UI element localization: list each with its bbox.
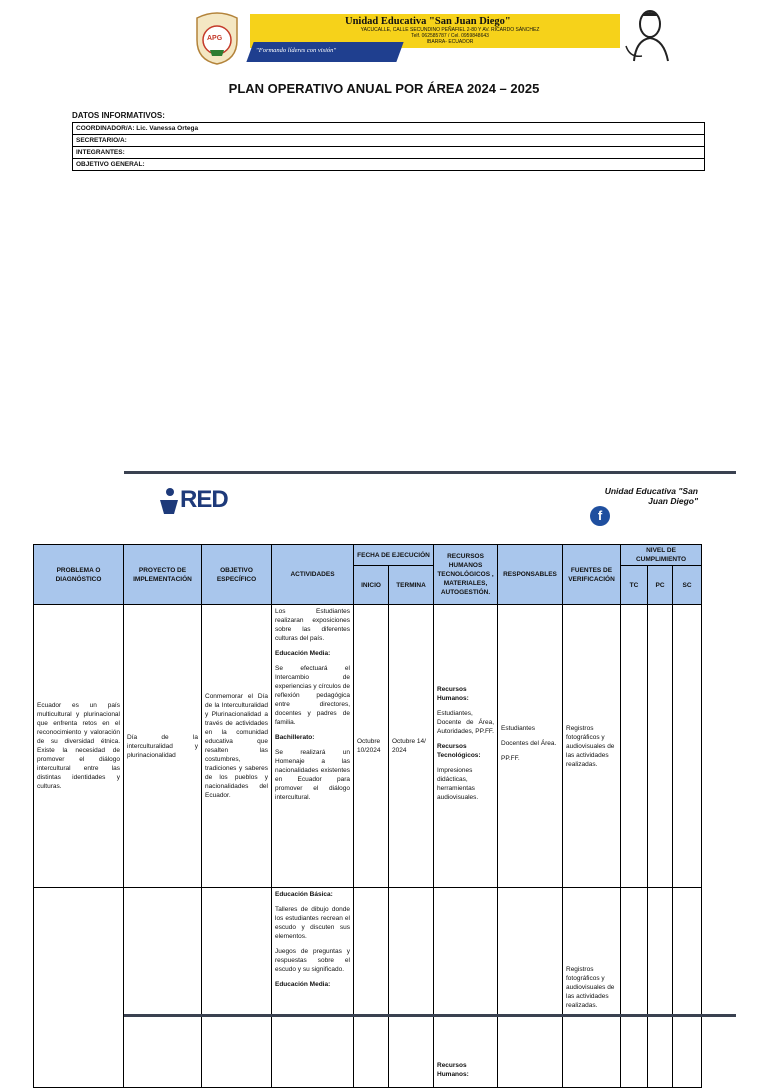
- activity-heading: Educación Media:: [275, 981, 331, 988]
- cell-fuentes: Registros fotográficos y audiovisuales de las actividades realizadas.: [563, 888, 621, 1088]
- cell-tc: [621, 605, 648, 888]
- cell-objetivo: [202, 888, 272, 1088]
- cell-termina: [389, 888, 434, 1088]
- cell-responsables: [498, 605, 563, 888]
- address-line: YACUCALLE, CALLE SECUNDINO PEÑAFIEL 2-80 Y AV. RICARDO SÁNCHEZ: [360, 27, 540, 33]
- cell-recursos: [434, 605, 498, 888]
- activity-text: Juegos de preguntas y respuestas sobre el escudo y su significado.: [275, 948, 350, 973]
- cell-sc: [673, 888, 702, 1088]
- cell-proyecto: Día de la interculturalidad y plurinacionalidad: [124, 605, 202, 888]
- red-logo: [158, 484, 238, 518]
- cell-actividades: [272, 888, 354, 1088]
- page-title: PLAN OPERATIVO ANUAL POR ÁREA 2024 – 2025: [228, 81, 540, 96]
- cell-actividades: [272, 605, 354, 888]
- cell-termina: Octubre 14/ 2024: [389, 605, 434, 888]
- header-responsables: RESPONSABLES: [498, 545, 563, 605]
- responsible-text: Estudiantes: [501, 724, 535, 732]
- datos-label: DATOS INFORMATIVOS:: [72, 111, 165, 120]
- cell-pc: [648, 888, 673, 1088]
- cell-responsables: [498, 888, 563, 1088]
- header-actividades: ACTIVIDADES: [272, 545, 354, 605]
- school-motto: "Formando líderes con visión": [256, 47, 337, 54]
- school-name-secondary: Unidad Educativa "San Juan Diego": [604, 486, 698, 506]
- table-row: [34, 605, 702, 888]
- header-objetivo: OBJETIVO ESPECÍFICO: [202, 545, 272, 605]
- general-objective-row: OBJETIVO GENERAL:: [73, 159, 705, 171]
- resource-text: Impresiones didácticas, herramientas audiovisuales.: [437, 766, 479, 801]
- cell-fuentes: Registros fotográficos y audiovisuales de las actividades realizadas.: [563, 605, 621, 888]
- header-nivel: NIVEL DE CUMPLIMIENTO: [621, 545, 702, 566]
- cell-objetivo: Conmemorar el Día de la Interculturalidad y Plurinacionalidad a través de actividades en la comunidad educativa que resalten las costumbres, tradiciones y saberes de los pueblos y nacionalidades del Ecuador.: [202, 605, 272, 888]
- members-row: INTEGRANTES:: [73, 147, 705, 159]
- header-tc: TC: [621, 566, 648, 605]
- city-line: IBARRA- ECUADOR: [426, 39, 474, 45]
- header-proyecto: PROYECTO DE IMPLEMENTACIÓN: [124, 545, 202, 605]
- cell-tc: [621, 888, 648, 1088]
- activity-text: Se efectuará el Intercambio de experiencias y círculos de reflexión pedagógica entre directores, docentes y padres de familia.: [275, 665, 350, 726]
- table-row: [34, 888, 702, 1088]
- logo-text: APG: [207, 35, 223, 42]
- facebook-icon[interactable]: f: [590, 506, 610, 526]
- cell-inicio: Octubre 10/2024: [354, 605, 389, 888]
- header-recursos: RECURSOS HUMANOS TECNOLÓGICOS , MATERIALES, AUTOGESTIÓN.: [434, 545, 498, 605]
- saint-portrait-logo: [622, 6, 676, 64]
- page-divider-bottom: [124, 1014, 736, 1017]
- plan-table: [33, 544, 702, 1088]
- datos-table: [72, 122, 705, 171]
- school-crest-logo: [192, 10, 242, 66]
- header-fecha: FECHA DE EJECUCIÓN: [354, 545, 434, 566]
- header-inicio: INICIO: [354, 566, 389, 605]
- cell-inicio: [354, 888, 389, 1088]
- school-name: Unidad Educativa "San Juan Diego": [345, 16, 511, 27]
- activity-heading: Bachillerato:: [275, 734, 315, 741]
- activity-heading: Educación Media:: [275, 650, 331, 657]
- header-termina: TERMINA: [389, 566, 434, 605]
- resource-heading: Recursos Tecnológicos:: [437, 742, 481, 759]
- activity-text: Los Estudiantes realizaran exposiciones sobre las diferentes culturas del país.: [275, 608, 350, 642]
- phone-line: Telf. 062585787 / Cel. 0959848643: [411, 33, 489, 39]
- red-logo-text: RED: [180, 486, 228, 513]
- responsible-text: Docentes del Área.: [501, 739, 557, 747]
- cell-pc: [648, 605, 673, 888]
- cell-problema: [34, 888, 124, 1088]
- header-pc: PC: [648, 566, 673, 605]
- header-fuentes: FUENTES DE VERIFICACIÓN: [563, 545, 621, 605]
- cell-problema: Ecuador es un país multicultural y plurinacional que enfrenta retos en el reconocimiento y valoración de su diversidad étnica. Existe la necesidad de promover el diálogo intercultural entre las distintas identidades y culturas.: [34, 605, 124, 888]
- resource-heading: Recursos Humanos:: [437, 1062, 469, 1078]
- activity-text: Talleres de dibujo donde los estudiantes recrean el escudo y discuten sus elementos.: [275, 906, 350, 940]
- school-banner: [250, 14, 620, 60]
- cell-sc: [673, 605, 702, 888]
- header-problema: PROBLEMA O DIAGNÓSTICO: [34, 545, 124, 605]
- responsible-text: PP.FF.: [501, 754, 520, 762]
- cell-proyecto: [124, 888, 202, 1088]
- activity-heading: Educación Básica:: [275, 891, 333, 898]
- resource-heading: Recursos Humanos:: [437, 685, 469, 702]
- header-sc: SC: [673, 566, 702, 605]
- cell-recursos: [434, 888, 498, 1088]
- secretary-row: SECRETARIO/A:: [73, 135, 705, 147]
- page-divider: [124, 471, 736, 474]
- school-address: [330, 27, 570, 45]
- activity-text: Se realizará un Homenaje a las nacionalidades existentes en Ecuador para promover el diálogo intercultural.: [275, 749, 350, 801]
- resource-text: Estudiantes, Docente de Área, Autoridades, PP.FF.: [437, 709, 494, 735]
- coordinator-row: COORDINADOR/A: Lic. Vanessa Ortega: [73, 123, 705, 135]
